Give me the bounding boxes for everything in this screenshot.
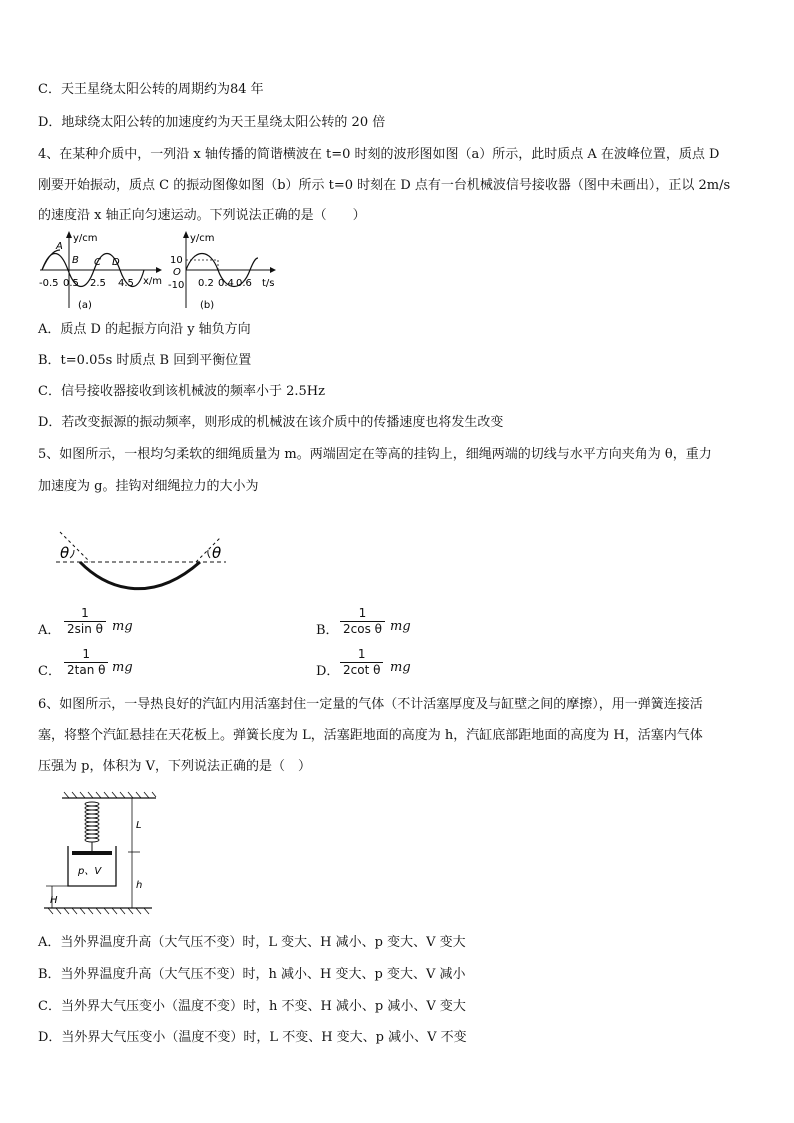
q5-stem-line2: 加速度为 g。挂钩对细绳拉力的大小为 [38, 479, 259, 494]
q5-stem-line1: 5、如图所示，一根均匀柔软的细绳质量为 m。两端固定在等高的挂钩上，细绳两端的切线与水平方向夹角为 θ，重力 [38, 447, 712, 462]
q5-option-a-fraction: $\frac{1}{\text{2sin θ}}$ [64, 606, 106, 637]
q5-option-b-label: B． [316, 623, 339, 638]
q4a-tick-05: 0.5 [63, 278, 79, 289]
q4-stem-line1: 4、在某种介质中，一列沿 x 轴传播的简谐横波在 t=0 时刻的波形图如图（a）所示，此时质点 A 在波峰位置，质点 D [38, 147, 720, 162]
q6-H-label: H [50, 895, 58, 906]
q4-stem-line2: 刚要开始振动，质点 C 的振动图像如图（b）所示 t=0 时刻在 D 点有一台机械波信号接收器（图中未画出），正以 2m/s [38, 178, 731, 193]
q4a-xlabel: x/m [143, 276, 163, 287]
q5-option-d-mg: mg [390, 660, 411, 675]
q6-option-d: D．当外界大气压变小（温度不变）时，L 不变、H 变大、p 减小、V 不变 [38, 1030, 467, 1045]
q6-L-label: L [136, 820, 142, 831]
q5-option-d-fraction: $\frac{1}{\text{2cot θ}}$ [340, 647, 383, 678]
q4a-point-c: C [94, 257, 101, 268]
q4a-tick-neg05: -0.5 [39, 278, 59, 289]
q4b-caption: (b) [200, 300, 215, 311]
q5-option-b-mg: mg [390, 619, 411, 634]
q5-theta-right: θ [212, 544, 222, 562]
q4a-front-curve [42, 250, 60, 270]
q4-option-c: C．信号接收器接收到该机械波的频率小于 2.5Hz [38, 384, 325, 399]
q5-option-d-label: D． [316, 664, 340, 679]
q4-option-a: A．质点 D 的起振方向沿 y 轴负方向 [38, 322, 251, 337]
q4b-xtick-04: 0.4 [218, 278, 234, 289]
q4-figure-b [170, 228, 280, 314]
q4a-point-a: A [56, 241, 63, 252]
q5-option-b-fraction: $\frac{1}{\text{2cos θ}}$ [340, 606, 385, 637]
q5-option-c-fraction: $\frac{1}{\text{2tan θ}}$ [64, 647, 108, 678]
q5-rope-figure [50, 528, 240, 600]
q4a-tick-45: 4.5 [118, 278, 134, 289]
q4a-point-d: D [112, 257, 120, 268]
q5-option-c-mg: mg [112, 660, 133, 675]
q4b-xtick-02: 0.2 [198, 278, 214, 289]
q4-stem-line3: 的速度沿 x 轴正向匀速运动。下列说法正确的是（ ） [38, 208, 366, 223]
q4b-ylabel: y/cm [190, 233, 215, 244]
q6-option-c: C．当外界大气压变小（温度不变）时，h 不变、H 减小、p 减小、V 变大 [38, 999, 466, 1014]
q6-h-label: h [136, 880, 143, 891]
q4-option-d: D．若改变振源的振动频率，则形成的机械波在该介质中的传播速度也将发生改变 [38, 415, 504, 430]
q5-option-a-mg: mg [112, 619, 133, 634]
q4-figure-a [38, 228, 168, 314]
q6-stem-line1: 6、如图所示，一导热良好的汽缸内用活塞封住一定量的气体（不计活塞厚度及与缸壁之间的摩擦），用一弹簧连接活 [38, 697, 703, 712]
q4a-caption: (a) [78, 300, 92, 311]
q4b-origin: O [173, 267, 181, 278]
q4a-point-b: B [72, 255, 79, 266]
q6-option-a: A．当外界温度升高（大气压不变）时，L 变大、H 减小、p 变大、V 变大 [38, 935, 466, 950]
q6-cylinder-figure [44, 790, 160, 918]
q6-pv-label: p、V [78, 866, 102, 877]
q6-option-b: B．当外界温度升高（大气压不变）时，h 减小、H 变大、p 变大、V 减小 [38, 967, 466, 982]
q4b-xlabel: t/s [262, 278, 275, 289]
q5-option-a-label: A． [38, 623, 61, 638]
q5-theta-left: θ [60, 544, 70, 562]
q4-option-b: B．t=0.05s 时质点 B 回到平衡位置 [38, 353, 252, 368]
q6-stem-line3: 压强为 p，体积为 V，下列说法正确的是（ ） [38, 759, 311, 774]
q4b-ytick-neg10: -10 [168, 280, 185, 291]
prev-option-d: D．地球绕太阳公转的加速度约为天王星绕太阳公转的 20 倍 [38, 115, 386, 130]
q6-stem-line2: 塞，将整个汽缸悬挂在天花板上。弹簧长度为 L，活塞距地面的高度为 h，汽缸底部距地面的高度为 H，活塞内气体 [38, 728, 703, 743]
q4a-tick-25: 2.5 [90, 278, 106, 289]
prev-option-c: C．天王星绕太阳公转的周期约为84 年 [38, 82, 264, 97]
q4a-ylabel: y/cm [73, 233, 98, 244]
q5-option-c-label: C． [38, 664, 61, 679]
q4b-ytick-10: 10 [170, 255, 183, 266]
q4b-xtick-06: 0.6 [236, 278, 252, 289]
